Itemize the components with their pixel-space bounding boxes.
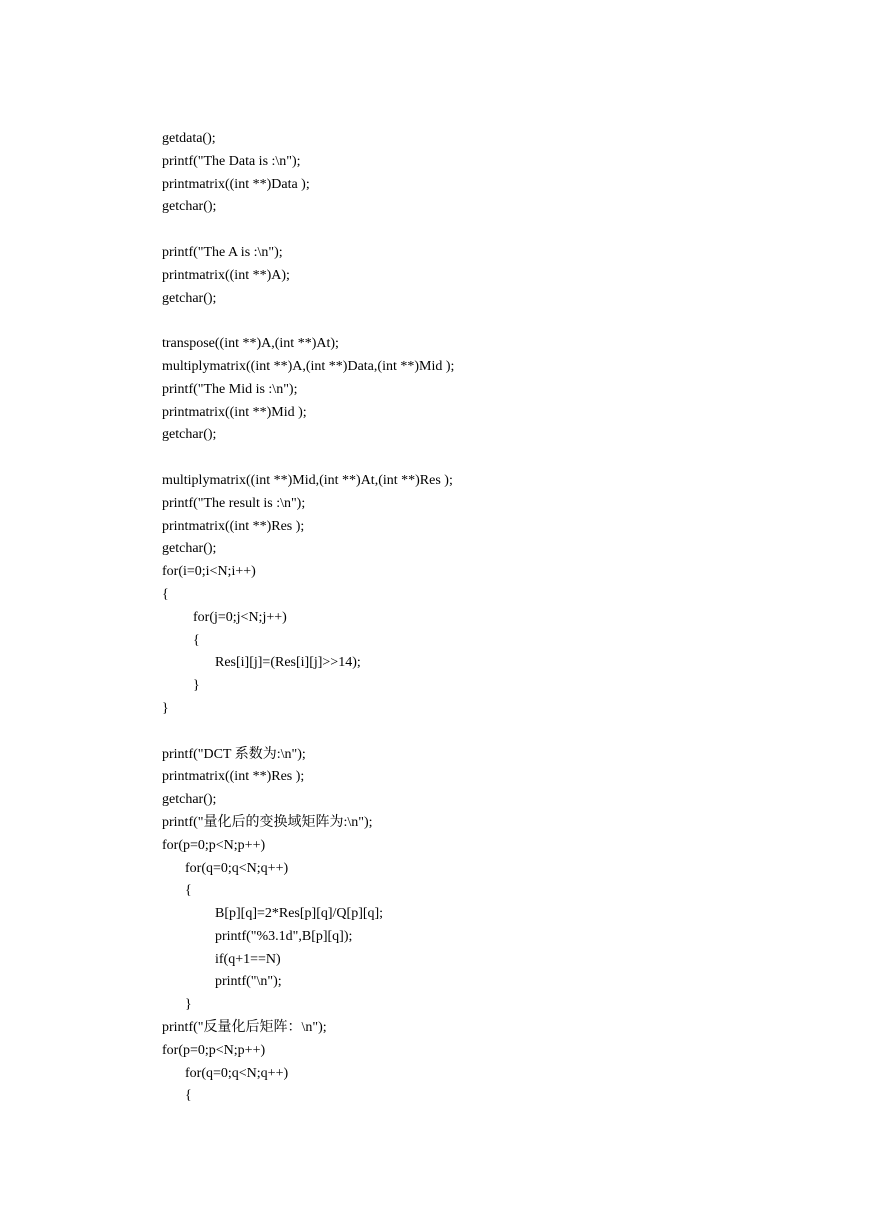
code-line: printmatrix((int **)Res ); bbox=[162, 518, 305, 534]
code-line: for(p=0;p<N;p++) bbox=[162, 1042, 266, 1058]
code-line: printf("DCT 系数为:\n"); bbox=[162, 746, 306, 762]
code-line: if(q+1==N) bbox=[215, 951, 281, 967]
code-line: Res[i][j]=(Res[i][j]>>14); bbox=[215, 655, 361, 671]
code-line: getchar(); bbox=[162, 199, 217, 215]
code-line: multiplymatrix((int **)Mid,(int **)At,(int **)Res ); bbox=[162, 472, 453, 488]
blank-line bbox=[162, 310, 454, 333]
code-line: printf("The result is :\n"); bbox=[162, 495, 306, 511]
code-line: { bbox=[185, 883, 192, 899]
code-line: printf("量化后的变换域矩阵为:\n"); bbox=[162, 814, 373, 830]
code-line: transpose((int **)A,(int **)At); bbox=[162, 336, 339, 352]
code-line: { bbox=[193, 632, 200, 648]
code-line: getdata(); bbox=[162, 131, 216, 146]
code-line: printmatrix((int **)A); bbox=[162, 267, 290, 283]
code-line: printmatrix((int **)Res ); bbox=[162, 769, 305, 785]
blank-line bbox=[162, 447, 454, 470]
code-line: getchar(); bbox=[162, 541, 217, 557]
code-listing bbox=[162, 128, 454, 1108]
code-line: printf("The Mid is :\n"); bbox=[162, 381, 298, 397]
code-line: for(j=0;j<N;j++) bbox=[193, 609, 287, 625]
code-line: { bbox=[162, 586, 169, 602]
code-line: printmatrix((int **)Mid ); bbox=[162, 404, 307, 420]
blank-line bbox=[162, 219, 454, 242]
code-line: } bbox=[162, 700, 169, 716]
code-line: { bbox=[185, 1088, 192, 1104]
code-line: getchar(); bbox=[162, 792, 217, 808]
code-line: for(q=0;q<N;q++) bbox=[185, 1065, 289, 1081]
code-line: getchar(); bbox=[162, 290, 217, 306]
code-line: printf("The Data is :\n"); bbox=[162, 153, 301, 169]
code-line: printf("\n"); bbox=[215, 974, 282, 990]
code-line: printmatrix((int **)Data ); bbox=[162, 176, 310, 192]
code-line: } bbox=[193, 678, 200, 694]
code-line: for(p=0;p<N;p++) bbox=[162, 837, 266, 853]
code-line: } bbox=[185, 997, 192, 1013]
code-line: B[p][q]=2*Res[p][q]/Q[p][q]; bbox=[215, 906, 384, 922]
code-line: printf("%3.1d",B[p][q]); bbox=[215, 928, 353, 944]
code-line: getchar(); bbox=[162, 427, 217, 443]
code-line: for(i=0;i<N;i++) bbox=[162, 564, 256, 580]
code-line: printf("反量化后矩阵：\n"); bbox=[162, 1020, 327, 1036]
code-line: multiplymatrix((int **)A,(int **)Data,(int **)Mid ); bbox=[162, 358, 455, 374]
code-line: for(q=0;q<N;q++) bbox=[185, 860, 289, 876]
code-line: printf("The A is :\n"); bbox=[162, 244, 283, 260]
blank-line bbox=[162, 721, 454, 744]
